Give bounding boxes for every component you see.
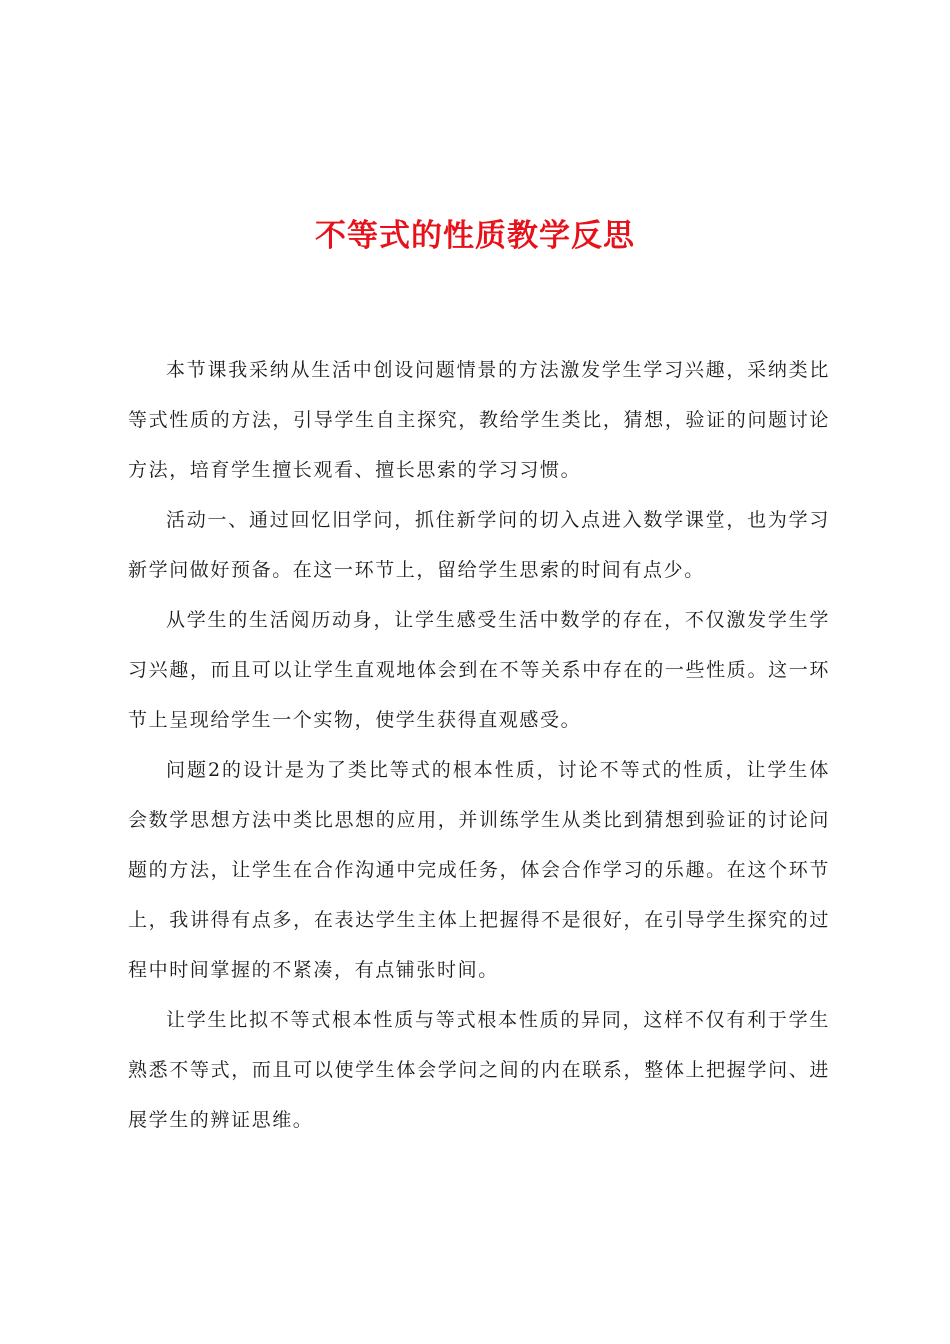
- paragraph-1: 本节课我采纳从生活中创设问题情景的方法激发学生学习兴趣，采纳类比等式性质的方法，引导学生自主探究，教给学生类比，猜想，验证的问题讨论方法，培育学生擅长观看、擅长思索的学习习惯。: [128, 359, 830, 481]
- paragraph-5: 让学生比拟不等式根本性质与等式根本性质的异同，这样不仅有利于学生熟悉不等式，而且可以使学生体会学问之间的内在联系，整体上把握学问、进展学生的辨证思维。: [128, 1009, 830, 1131]
- document-title: 不等式的性质教学反思: [315, 218, 635, 254]
- paragraph-3: 从学生的生活阅历动身，让学生感受生活中数学的存在，不仅激发学生学习兴趣，而且可以让学生直观地体会到在不等关系中存在的一些性质。这一环节上呈现给学生一个实物，使学生获得直观感受。: [128, 609, 830, 731]
- paragraph-2: 活动一、通过回忆旧学问，抓住新学问的切入点进入数学课堂，也为学习新学问做好预备。在这一环节上，留给学生思索的时间有点少。: [128, 509, 830, 581]
- document-body: [128, 345, 830, 1145]
- paragraph-4: 问题2的设计是为了类比等式的根本性质，讨论不等式的性质，让学生体会数学思想方法中类比思想的应用，并训练学生从类比到猜想到验证的讨论问题的方法，让学生在合作沟通中完成任务，体会合作学习的乐趣。在这个环节上，我讲得有点多，在表达学生主体上把握得不是很好，在引导学生探究的过程中时间掌握的不紧凑，有点铺张时间。: [128, 759, 830, 981]
